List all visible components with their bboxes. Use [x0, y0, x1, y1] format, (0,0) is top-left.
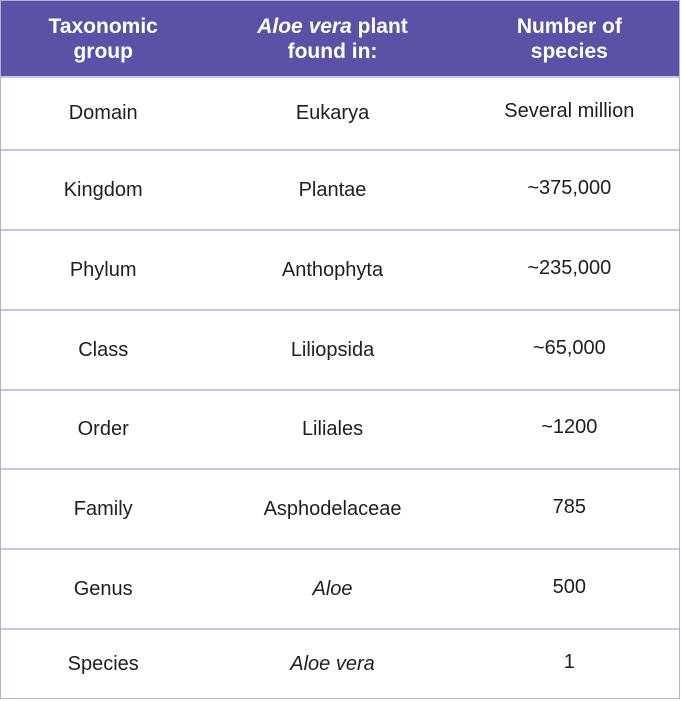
cell-species: ~65,000 [532, 336, 606, 359]
table-row [1, 468, 679, 548]
cell-group: Class [78, 338, 129, 361]
cell-found-in: Liliales [301, 418, 364, 440]
table-row [1, 149, 679, 229]
cell-found-in: Aloe [312, 577, 353, 600]
cell-group: Kingdom [63, 178, 143, 201]
cell-found-in: Liliopsida [290, 338, 375, 361]
cell-species: 500 [552, 575, 586, 598]
table-row [1, 628, 679, 698]
cell-found-in: Eukarya [295, 102, 370, 124]
cell-found-in: Asphodelaceae [263, 497, 402, 520]
cell-group: Domain [68, 102, 138, 124]
cell-group: Family [73, 497, 133, 520]
cell-found-in: Aloe vera [290, 652, 375, 675]
header-number-of-species: Number of species [516, 14, 622, 63]
cell-species: Several million [504, 100, 635, 122]
cell-species: 785 [552, 495, 586, 518]
table-row [1, 548, 679, 628]
cell-species: ~1200 [541, 416, 598, 438]
cell-group: Order [77, 418, 129, 440]
cell-found-in: Plantae [298, 178, 367, 201]
table-row [1, 309, 679, 389]
header-taxonomic-group: Taxonomic group [48, 14, 158, 63]
cell-group: Species [67, 652, 139, 675]
table-row [1, 389, 679, 468]
cell-species: 1 [563, 650, 575, 673]
cell-group: Phylum [69, 258, 137, 281]
table-row [1, 229, 679, 309]
cell-found-in: Anthophyta [281, 258, 384, 281]
cell-group: Genus [73, 577, 133, 600]
table-header [1, 1, 679, 76]
cell-species: ~375,000 [527, 176, 612, 199]
cell-species: ~235,000 [527, 256, 612, 279]
header-found-in: Aloe vera plant found in: [257, 14, 408, 63]
table-row [1, 76, 679, 149]
